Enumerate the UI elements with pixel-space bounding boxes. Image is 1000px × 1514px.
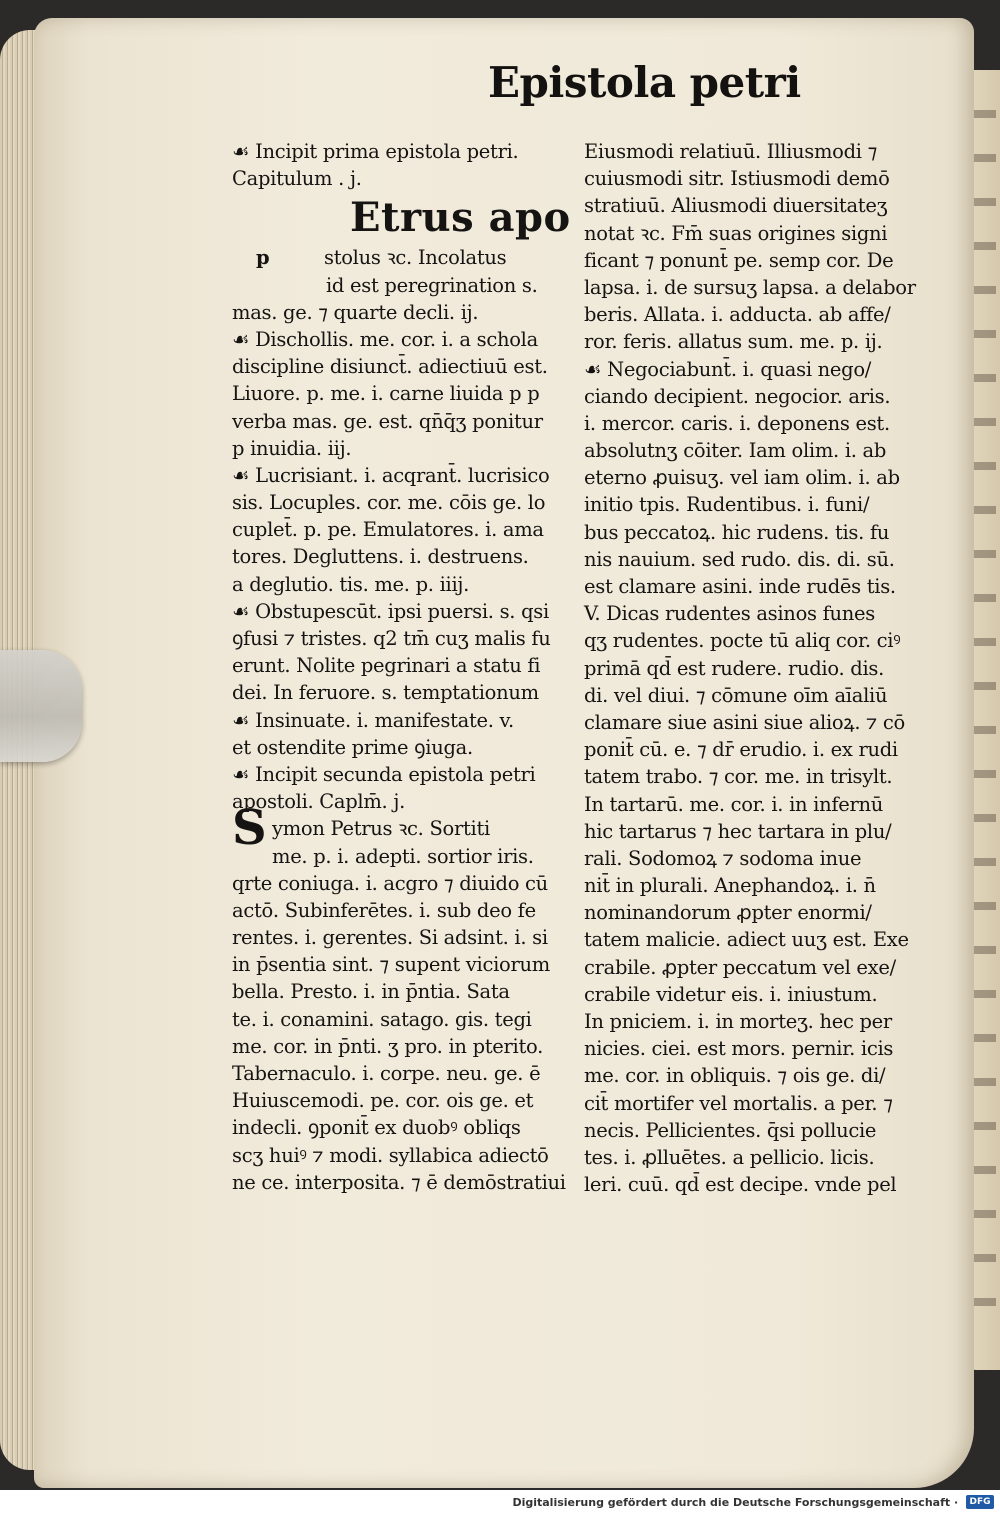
text-line: tes. i. ꝓlluētes. a pellicio. licis.: [584, 1145, 875, 1169]
text-line: me. cor. in p̄nti. ʒ pro. in pterito.: [232, 1034, 544, 1058]
text-line: notat ꝛc. Fm̄ suas origines signi: [584, 221, 888, 245]
text-line: di. vel diui. ⁊ cōmune oīm aīaliū: [584, 683, 888, 707]
text-line: discipline disiunct̄. adiectiuū est.: [232, 355, 548, 379]
text-line: cuplet̄. p. pe. Emulatores. i. ama: [232, 518, 544, 542]
text-line: mas. ge. ⁊ quarte decli. ij.: [232, 300, 479, 324]
text-line: ficant ⁊ ponunt̄ pe. semp cor. De: [584, 248, 894, 272]
text-line: ymon Petrus ꝛc. Sortiti: [272, 817, 490, 841]
footer-separator: ·: [953, 1495, 959, 1509]
right-column: [584, 138, 914, 1198]
text-line: qʒ rudentes. pocte tū aliq cor. ciꝰ: [584, 629, 901, 653]
text-line: i. mercor. caris. i. deponens est.: [584, 411, 890, 435]
right-text: [584, 138, 914, 1198]
text-line: crabile. ꝓpter peccatum vel exe/: [584, 955, 896, 979]
text-line: leri. cuū. qd̄ est decipe. vnde pel: [584, 1173, 897, 1197]
text-line: rentes. i. gerentes. Si adsint. i. si: [232, 926, 548, 950]
text-line: stratiuū. Aliusmodi diuersitateʒ: [584, 194, 888, 218]
text-line: stolus ꝛc. Incolatus: [324, 246, 507, 270]
heading-line: Capitulum . j.: [232, 167, 362, 191]
text-line: verba mas. ge. est. qn̄q̄ʒ ponitur: [232, 409, 543, 433]
text-line: In tartarū. me. cor. i. in infernū: [584, 792, 884, 816]
left-after-text: [232, 870, 577, 1196]
dfg-logo: DFG: [966, 1495, 994, 1509]
text-line: sis. Locuples. cor. me. cōis ge. lo: [232, 491, 546, 515]
text-line: ꝯfusi ⁊ tristes. q2 tm̄ cuʒ malis fu: [232, 627, 551, 650]
text-line: est clamare asini. inde rudēs tis.: [584, 575, 896, 598]
text-line: nit̄ in plurali. Anephandoꝝ. i. n̄: [584, 874, 876, 898]
text-line: indecli. ꝯponit̄ ex duobꝰ obliqs: [232, 1116, 521, 1140]
text-line: beris. Allata. i. adducta. ab affe/: [584, 303, 891, 327]
text-line: lapsa. i. de sursuʒ lapsa. a delabor: [584, 275, 916, 299]
text-line: tores. Degluttens. i. destruens.: [232, 545, 529, 569]
text-line: ☙ Obstupescūt. ipsi puersi. s. qsi: [232, 599, 549, 623]
text-line: Liuore. p. me. i. carne liuida p p: [232, 382, 540, 406]
text-line: me. p. i. adepti. sortior iris.: [272, 844, 534, 868]
text-line: bus peccatoꝝ. hic rudens. tis. fu: [584, 520, 890, 544]
text-line: ciando decipient. negocior. aris.: [584, 384, 891, 408]
text-line: initio tpis. Rudentibus. i. funi/: [584, 493, 870, 517]
footer-credit-bar: [0, 1490, 1000, 1513]
text-line: et ostendite prime ꝯiuga.: [232, 735, 473, 759]
text-line: dei. In feruore. s. temptationum: [232, 681, 539, 705]
text-line: Tabernaculo. i. corpe. neu. ge. ē: [232, 1062, 541, 1085]
text-line: p inuidia. iij.: [232, 436, 352, 460]
page-clip: [0, 650, 82, 762]
text-line: primā qd̄ est rudere. rudio. dis.: [584, 656, 884, 680]
text-line: eterno ꝓuisuʒ. vel iam olim. i. ab: [584, 466, 900, 490]
text-line: nominandorum ꝓpter enormi/: [584, 901, 872, 925]
text-line: actō. Subinferētes. i. sub deo fe: [232, 898, 536, 922]
heading-line: ☙ Incipit prima epistola petri.: [232, 140, 519, 163]
text-line: In pniciem. i. in morteʒ. hec per: [584, 1010, 892, 1033]
text-line: tatem malicie. adiect uuʒ est. Exe: [584, 928, 909, 952]
dropcap-letter: p: [256, 246, 270, 270]
text-line: V. Dicas rudentes asinos funes: [584, 602, 875, 626]
text-line: qrte coniuga. i. acgro ⁊ diuido cū: [232, 871, 548, 895]
text-line: nis nauium. sed rudo. dis. di. sū.: [584, 547, 895, 571]
text-line: cuiusmodi sitr. Istiusmodi demō: [584, 167, 890, 191]
text-line: ☙ Lucrisiant. i. acqrant̄. lucrisico: [232, 463, 550, 487]
text-line: tatem trabo. ⁊ cor. me. in trisylt.: [584, 765, 893, 789]
text-line: absolutnʒ cōiter. Iam olim. i. ab: [584, 439, 887, 463]
text-line: cit̄ mortifer vel mortalis. a per. ⁊: [584, 1091, 893, 1115]
text-line: bella. Presto. i. in p̄ntia. Sata: [232, 980, 510, 1004]
text-line: a deglutio. tis. me. p. iiij.: [232, 572, 470, 596]
text-line: ☙ Negociabunt̄. i. quasi nego/: [584, 357, 872, 381]
large-initial-line: Etrus apo: [350, 194, 571, 242]
text-line: Huiuscemodi. pe. cor. ois ge. et: [232, 1089, 534, 1113]
text-line: clamare siue asini siue alioꝝ. ⁊ cō: [584, 710, 905, 734]
text-line: erunt. Nolite pegrinari a statu fi: [232, 654, 541, 678]
symon-initial: S: [232, 800, 267, 857]
text-line: te. i. conamini. satago. gis. tegi: [232, 1007, 532, 1031]
text-line: nicies. ciei. est mors. pernir. icis: [584, 1037, 894, 1061]
text-line: crabile videtur eis. i. iniustum.: [584, 982, 878, 1006]
text-line: me. cor. in obliquis. ⁊ ois ge. di/: [584, 1064, 886, 1088]
text-line: apostoli. Caplm̄. j.: [232, 790, 405, 814]
text-line: Eiusmodi relatiuū. Illiusmodi ⁊: [584, 140, 878, 163]
text-line: scʒ huiꝰ ⁊ modi. syllabica adiectō: [232, 1143, 549, 1167]
running-head: Epistola petri: [488, 58, 801, 107]
text-line: ne ce. interposita. ⁊ ē demōstratiui: [232, 1170, 566, 1194]
text-line: ror. feris. allatus sum. me. p. ij.: [584, 330, 883, 354]
footer-credit: Digitalisierung gefördert durch die Deutsche Forschungsgemeinschaft: [512, 1495, 951, 1509]
text-line: ☙ Incipit secunda epistola petri: [232, 762, 536, 786]
text-line: in p̄sentia sint. ⁊ supent viciorum: [232, 953, 550, 977]
text-line: ☙ Dischollis. me. cor. i. a schola: [232, 327, 538, 351]
text-line: ponit̄ cū. e. ⁊ dr̄ erudio. i. ex rudi: [584, 738, 898, 762]
left-main-text: [232, 299, 577, 816]
text-line: ☙ Insinuate. i. manifestate. v.: [232, 708, 514, 732]
text-line: id est peregrination s.: [326, 273, 538, 297]
text-line: hic tartarus ⁊ hec tartara in plu/: [584, 819, 892, 843]
text-line: rali. Sodomoꝝ ⁊ sodoma inue: [584, 846, 862, 870]
text-line: necis. Pellicientes. q̄si pollucie: [584, 1118, 877, 1142]
left-column: [232, 138, 577, 1196]
dropcap-line: [232, 244, 577, 271]
